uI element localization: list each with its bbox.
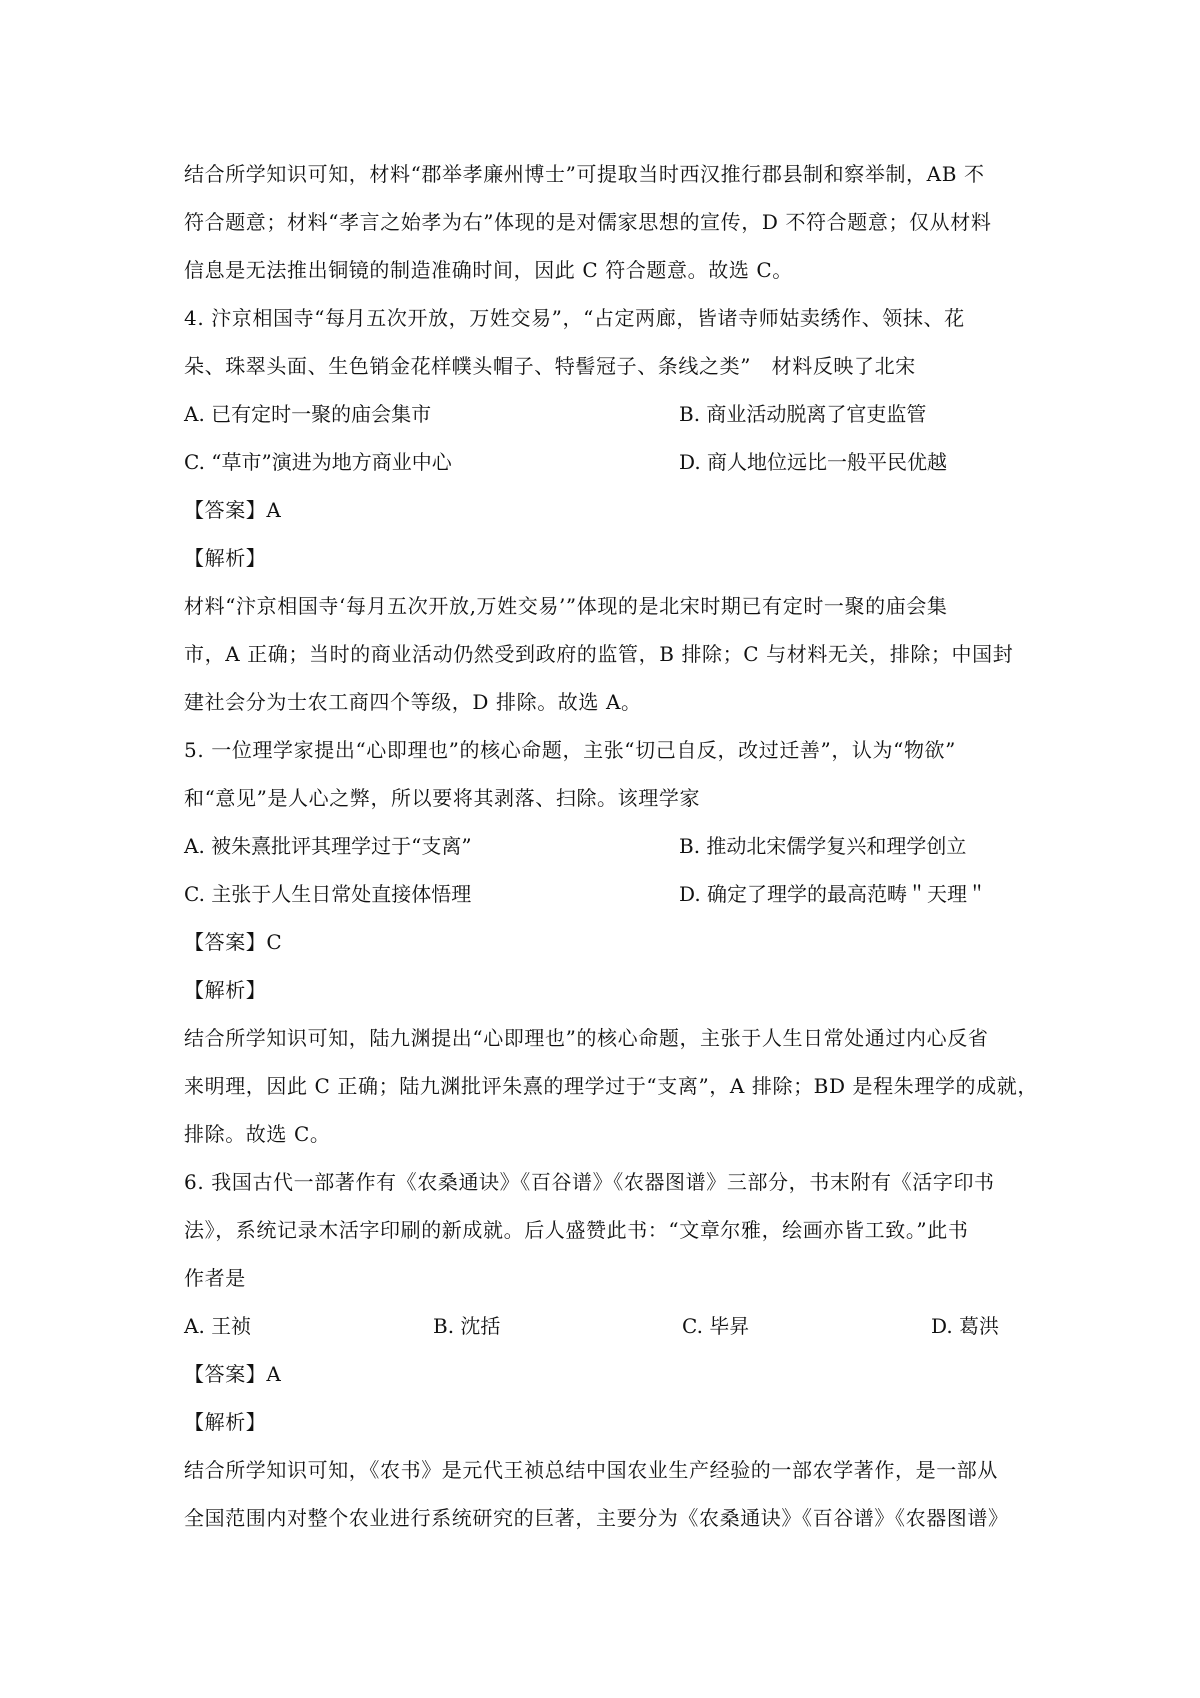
q4-options-row-2 [184,438,1026,486]
prev-analysis-line: 结合所学知识可知，材料“郡举孝廉州博士”可提取当时西汉推行郡县制和察举制，AB 不 [184,162,985,186]
q6-option-c: C. 毕昇 [682,1314,750,1338]
q6-answer: 【答案】A [184,1362,282,1386]
q6-stem-line: 法》，系统记录木活字印刷的新成就。后人盛赞此书：“文章尔雅，绘画亦皆工致。”此书 [184,1218,969,1242]
question-6 [184,1158,1026,1542]
question-4 [184,294,1026,726]
q5-option-c: C. 主张于人生日常处直接体悟理 [184,882,472,906]
q6-analysis-label: 【解析】 [184,1410,267,1434]
q5-analysis-line: 结合所学知识可知，陆九渊提出“心即理也”的核心命题，主张于人生日常处通过内心反省 [184,1026,989,1050]
q6-options-row [184,1302,1026,1350]
q5-analysis-line: 来明理，因此 C 正确；陆九渊批评朱熹的理学过于“支离”，A 排除；BD 是程朱理学的成就， [184,1074,1038,1098]
q4-analysis-label: 【解析】 [184,546,267,570]
q5-analysis-line: 排除。故选 C。 [184,1122,331,1146]
document-page [184,150,1038,1542]
q6-option-d: D. 葛洪 [931,1314,1000,1338]
q4-analysis-line: 材料“汴京相国寺‘每月五次开放,万姓交易’”体现的是北宋时期已有定时一聚的庙会集 [184,594,948,618]
prev-analysis [184,150,1026,294]
q5-option-d: D. 确定了理学的最高范畴＂天理＂ [679,882,988,906]
q4-options-row-1 [184,390,1026,438]
q5-options-row-2 [184,870,1026,918]
q4-option-c: C. “草市”演进为地方商业中心 [184,450,452,474]
q6-stem-line: 作者是 [184,1266,246,1290]
q5-stem-line: 5. 一位理学家提出“心即理也”的核心命题，主张“切己自反，改过迁善”，认为“物欲” [184,738,956,762]
q6-option-b: B. 沈括 [433,1314,501,1338]
prev-analysis-line: 信息是无法推出铜镜的制造准确时间，因此 C 符合题意。故选 C。 [184,258,793,282]
q4-stem-line: 4. 汴京相国寺“每月五次开放，万姓交易”，“占定两廊，皆诸寺师姑卖绣作、领抹、花 [184,306,965,330]
q4-analysis-line: 建社会分为士农工商四个等级，D 排除。故选 A。 [184,690,642,714]
q5-options-row-1 [184,822,1026,870]
question-5 [184,726,1038,1158]
q6-analysis-line: 全国范围内对整个农业进行系统研究的巨著，主要分为《农桑通诀》《百谷谱》《农器图谱》 [184,1506,1009,1530]
q4-answer: 【答案】A [184,498,282,522]
q6-option-a: A. 王祯 [184,1314,252,1338]
q5-stem-line: 和“意见”是人心之弊，所以要将其剥落、扫除。该理学家 [184,786,701,810]
prev-analysis-line: 符合题意；材料“孝言之始孝为右”体现的是对儒家思想的宣传，D 不符合题意；仅从材料 [184,210,992,234]
q5-answer: 【答案】C [184,930,283,954]
q6-analysis-line: 结合所学知识可知，《农书》是元代王祯总结中国农业生产经验的一部农学著作，是一部从 [184,1458,998,1482]
q4-analysis-line: 市，A 正确；当时的商业活动仍然受到政府的监管，B 排除；C 与材料无关，排除；中国封 [184,642,1014,666]
q4-option-a: A. 已有定时一聚的庙会集市 [184,402,432,426]
q4-option-d: D. 商人地位远比一般平民优越 [679,450,948,474]
q4-option-b: B. 商业活动脱离了官吏监管 [679,402,927,426]
q5-analysis-label: 【解析】 [184,978,267,1002]
q5-option-b: B. 推动北宋儒学复兴和理学创立 [679,834,967,858]
q4-stem-line: 朵、珠翠头面、生色销金花样幞头帽子、特髻冠子、条线之类” 材料反映了北宋 [184,354,916,378]
q6-stem-line: 6. 我国古代一部著作有《农桑通诀》《百谷谱》《农器图谱》三部分，书末附有《活字印书 [184,1170,995,1194]
q5-option-a: A. 被朱熹批评其理学过于“支离” [184,834,472,858]
